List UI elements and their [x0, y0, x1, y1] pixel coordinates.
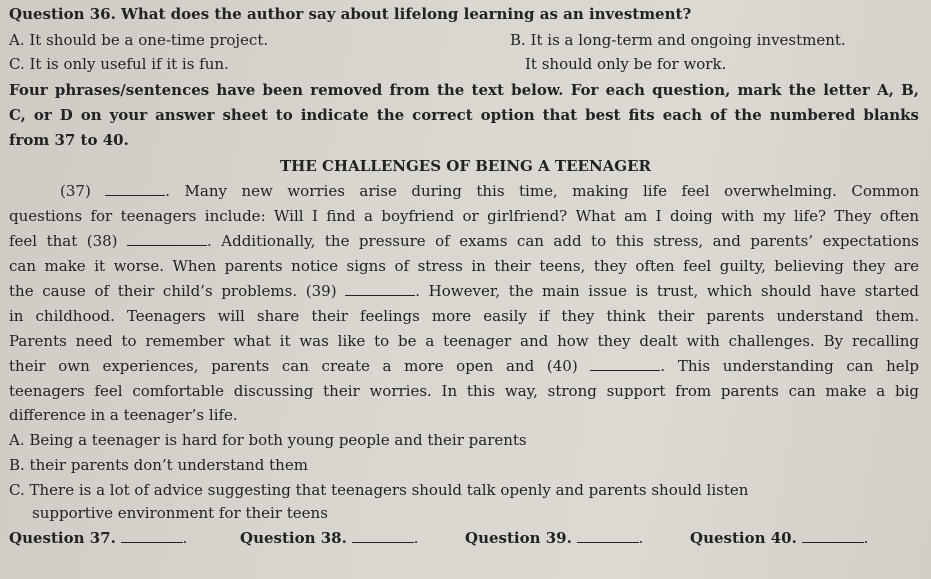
blank-37-label: (37): [60, 182, 91, 200]
passage-line-7: Parents need to remember what it was like to be a teenager and how they dealt with challenges. By recalling: [9, 332, 919, 350]
blank-38: [127, 231, 207, 246]
q36-option-b: B. It is a long-term and ongoing investment.: [510, 31, 846, 49]
passage-line-8: [9, 356, 919, 376]
answer-40: Question 40. .: [690, 529, 869, 547]
q36-option-c: C. It is only useful if it is fun.: [9, 55, 229, 73]
passage-line-10: difference in a teenager’s life.: [9, 406, 238, 424]
q36-option-d: It should only be for work.: [525, 55, 727, 73]
option-c: C. There is a lot of advice suggesting that teenagers should talk openly and parents should listen: [9, 481, 749, 499]
passage-line-1-text: . Many new worries arise during this time, making life feel overwhelming. Common: [165, 182, 919, 200]
answer-38-label: Question 38.: [240, 529, 347, 547]
answer-38-blank[interactable]: [352, 528, 414, 543]
passage-line-9: teenagers feel comfortable discussing their worries. In this way, strong support from parents can make a big: [9, 382, 919, 400]
passage-line-5-text: . However, the main issue is trust, which should have started: [415, 282, 919, 300]
passage-line-6: in childhood. Teenagers will share their feelings more easily if they think their parents understand them.: [9, 307, 919, 325]
answer-40-label: Question 40.: [690, 529, 797, 547]
passage-line-2: questions for teenagers include: Will I find a boyfriend or girlfriend? What am I doing with my life? They often: [9, 207, 919, 225]
option-d: supportive environment for their teens: [32, 504, 328, 522]
answer-39-blank[interactable]: [577, 528, 639, 543]
option-b: B. their parents don’t understand them: [9, 456, 308, 474]
blank-37: [105, 181, 165, 196]
answer-38: Question 38. .: [240, 529, 419, 547]
passage-line-4: can make it worse. When parents notice signs of stress in their teens, they often feel guilty, believing they are: [9, 257, 919, 275]
answer-37-blank[interactable]: [121, 528, 183, 543]
answer-39-label: Question 39.: [465, 529, 572, 547]
answer-37-label: Question 37.: [9, 529, 116, 547]
answer-40-blank[interactable]: [802, 528, 864, 543]
instruction-line-1: Four phrases/sentences have been removed from the text below. For each question, mark the letter A, B,: [9, 81, 919, 99]
q36-option-a: A. It should be a one-time project.: [9, 31, 269, 49]
blank-39: [345, 281, 415, 296]
passage-line-5: [9, 281, 919, 301]
passage-line-3: [9, 231, 919, 251]
passage-title: THE CHALLENGES OF BEING A TEENAGER: [279, 157, 652, 175]
instruction-line-2: C, or D on your answer sheet to indicate the correct option that best fits each of the numbered blanks: [9, 106, 919, 124]
blank-40-label: their own experiences, parents can create a more open and (40): [9, 357, 578, 375]
question-36-prompt: Question 36. What does the author say about lifelong learning as an investment?: [9, 5, 692, 23]
blank-40: [590, 356, 660, 371]
passage-line-1: [60, 181, 919, 201]
passage-line-3-text: . Additionally, the pressure of exams can add to this stress, and parents’ expectations: [207, 232, 919, 250]
option-a: A. Being a teenager is hard for both young people and their parents: [9, 431, 527, 449]
answer-37: Question 37. .: [9, 529, 188, 547]
instruction-line-3: from 37 to 40.: [9, 131, 129, 149]
answer-39: Question 39. .: [465, 529, 644, 547]
blank-38-label: feel that (38): [9, 232, 118, 250]
passage-line-8-text: . This understanding can help: [660, 357, 920, 375]
blank-39-label: the cause of their child’s problems. (39): [9, 282, 337, 300]
